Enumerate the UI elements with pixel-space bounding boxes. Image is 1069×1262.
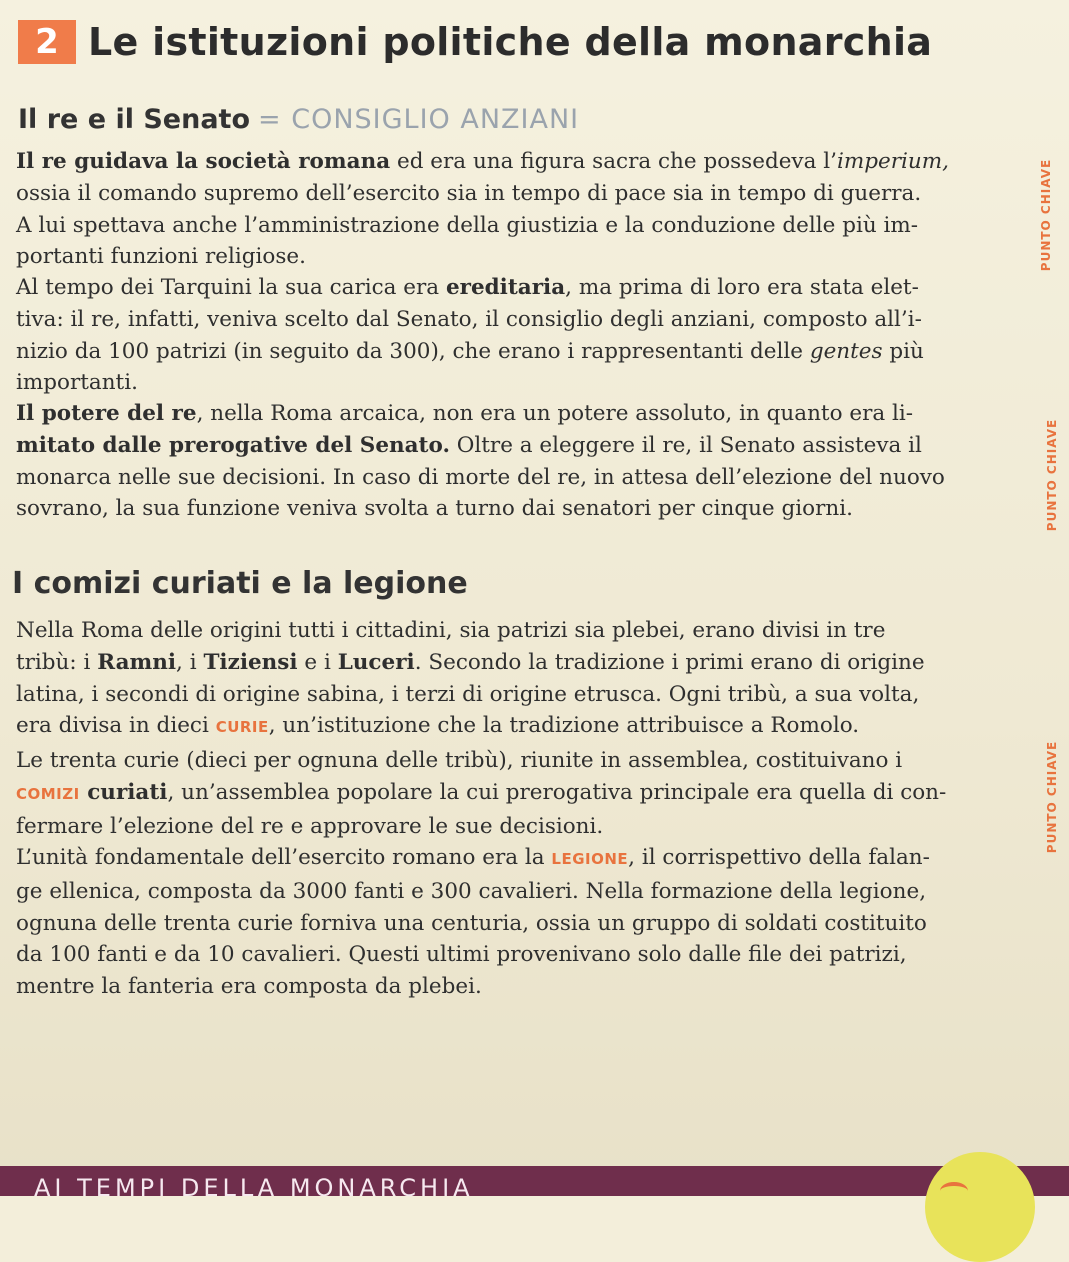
arc-icon — [940, 1182, 968, 1200]
glossary-term: LEGIONE — [551, 850, 629, 868]
text-line: portanti funzioni religiose. — [16, 244, 306, 270]
text-line: sovrano, la sua funzione veniva svolta a turno dai senatori per cinque giorni. — [16, 496, 853, 522]
section-number-badge: 2 — [18, 20, 76, 64]
text-line: Le trenta curie (dieci per ognuna delle tribù), riunite in assemblea, costituivano i — [16, 748, 903, 773]
bold-phrase: Ramni — [97, 649, 177, 675]
paragraph-re — [16, 146, 1026, 273]
text-line: monarca nelle sue decisioni. In caso di morte del re, in attesa dell’elezione del nuovo — [16, 464, 945, 490]
text-line: A lui spettava anche l’amministrazione della giustizia e la conduzione delle più im- — [16, 212, 919, 238]
text-line — [16, 336, 1026, 368]
text-run: . Secondo la tradizione i primi erano di origine — [414, 649, 925, 675]
chapter-heading — [18, 20, 932, 64]
paragraph-tribu — [16, 615, 1026, 744]
glossary-term: COMIZI — [16, 784, 80, 803]
text-line: importanti. — [16, 370, 138, 396]
text-run: Al tempo dei Tarquini la sua carica era — [16, 275, 446, 300]
footer-title: AI TEMPI DELLA MONARCHIA — [34, 1174, 474, 1202]
text-line: ognuna delle trenta curie forniva una centuria, ossia un gruppo di soldati costituito — [16, 910, 927, 936]
text-line: ossia il comando supremo dell’esercito sia in tempo di pace sia in tempo di guerra. — [16, 180, 922, 206]
paragraph-legione — [16, 842, 1026, 1003]
text-run: era divisa in dieci — [16, 713, 216, 739]
yellow-badge — [925, 1152, 1035, 1262]
paragraph-tarquini — [16, 272, 1026, 399]
glossary-term: CURIE — [215, 718, 269, 737]
text-line: latina, i secondi di origine sabina, i terzi di origine etrusca. Ogni tribù, a sua volta, — [16, 681, 920, 707]
text-line — [16, 842, 1026, 876]
text-line: da 100 fanti e da 10 cavalieri. Questi ultimi provenivano solo dalle file dei patrizi, — [16, 942, 907, 968]
key-point-label: PUNTO CHIAVE — [1045, 418, 1060, 532]
bold-phrase: mitato dalle prerogative del Senato. — [16, 432, 450, 458]
bold-phrase: Tiziensi — [203, 649, 298, 675]
bold-phrase: Il potere del re — [16, 401, 197, 426]
bold-phrase: Luceri — [337, 649, 415, 675]
bold-phrase: curiati — [79, 779, 168, 805]
text-line: fermare l’elezione del re e approvare le sue decisioni. — [16, 813, 604, 839]
text-line — [16, 647, 1026, 679]
section-title-re-senato — [18, 104, 579, 135]
handwritten-note: = CONSIGLIO ANZIANI — [258, 104, 580, 135]
bold-phrase: ereditaria — [445, 275, 566, 300]
section-title-comizi: I comizi curiati e la legione — [12, 566, 468, 601]
text-run: tribù: i — [16, 649, 98, 675]
text-run: più — [882, 338, 924, 364]
text-line: tiva: il re, infatti, veniva scelto dal Senato, il consiglio degli anziani, composto all’i- — [16, 306, 922, 332]
text-run: ed era una figura sacra che possedeva l’ — [390, 149, 837, 174]
text-line — [16, 430, 1026, 462]
italic-term: imperium, — [836, 149, 949, 174]
key-point-label: PUNTO CHIAVE — [1045, 740, 1060, 854]
text-run: Oltre a eleggere il re, il Senato assisteva il — [449, 432, 922, 458]
paragraph-potere — [16, 398, 1026, 525]
text-run: e i — [297, 649, 338, 675]
text-run: , i — [176, 649, 204, 675]
text-line: Nella Roma delle origini tutti i cittadini, sia patrizi sia plebei, erano divisi in tre — [16, 618, 886, 643]
text-run: , un’assemblea popolare la cui prerogativa principale era quella di con- — [167, 779, 947, 805]
text-line — [16, 272, 1026, 304]
text-run: L’unità fondamentale dell’esercito romano era la — [16, 845, 552, 870]
text-line — [16, 710, 1026, 744]
text-run: , ma prima di loro era stata elet- — [565, 275, 919, 300]
page-title: Le istituzioni politiche della monarchia — [88, 20, 933, 64]
text-run: , nella Roma arcaica, non era un potere assoluto, in quanto era li- — [196, 401, 914, 426]
text-run: nizio da 100 patrizi (in seguito da 300), che erano i rappresentanti delle — [16, 338, 810, 364]
text-line — [16, 146, 1026, 178]
text-line: mentre la fanteria era composta da plebei. — [16, 974, 482, 1000]
text-line — [16, 777, 1026, 811]
text-line: ge ellenica, composta da 3000 fanti e 300 cavalieri. Nella formazione della legione, — [16, 878, 927, 904]
section-title-text: Il re e il Senato — [18, 104, 251, 135]
text-run: , un’istituzione che la tradizione attribuisce a Romolo. — [268, 713, 860, 739]
text-line — [16, 398, 1026, 430]
italic-term: gentes — [809, 338, 883, 364]
paragraph-curie — [16, 745, 1026, 842]
key-point-label: PUNTO CHIAVE — [1039, 158, 1054, 272]
bold-phrase: Il re guidava la società romana — [16, 149, 391, 174]
text-run: , il corrispettivo della falan- — [628, 845, 930, 870]
